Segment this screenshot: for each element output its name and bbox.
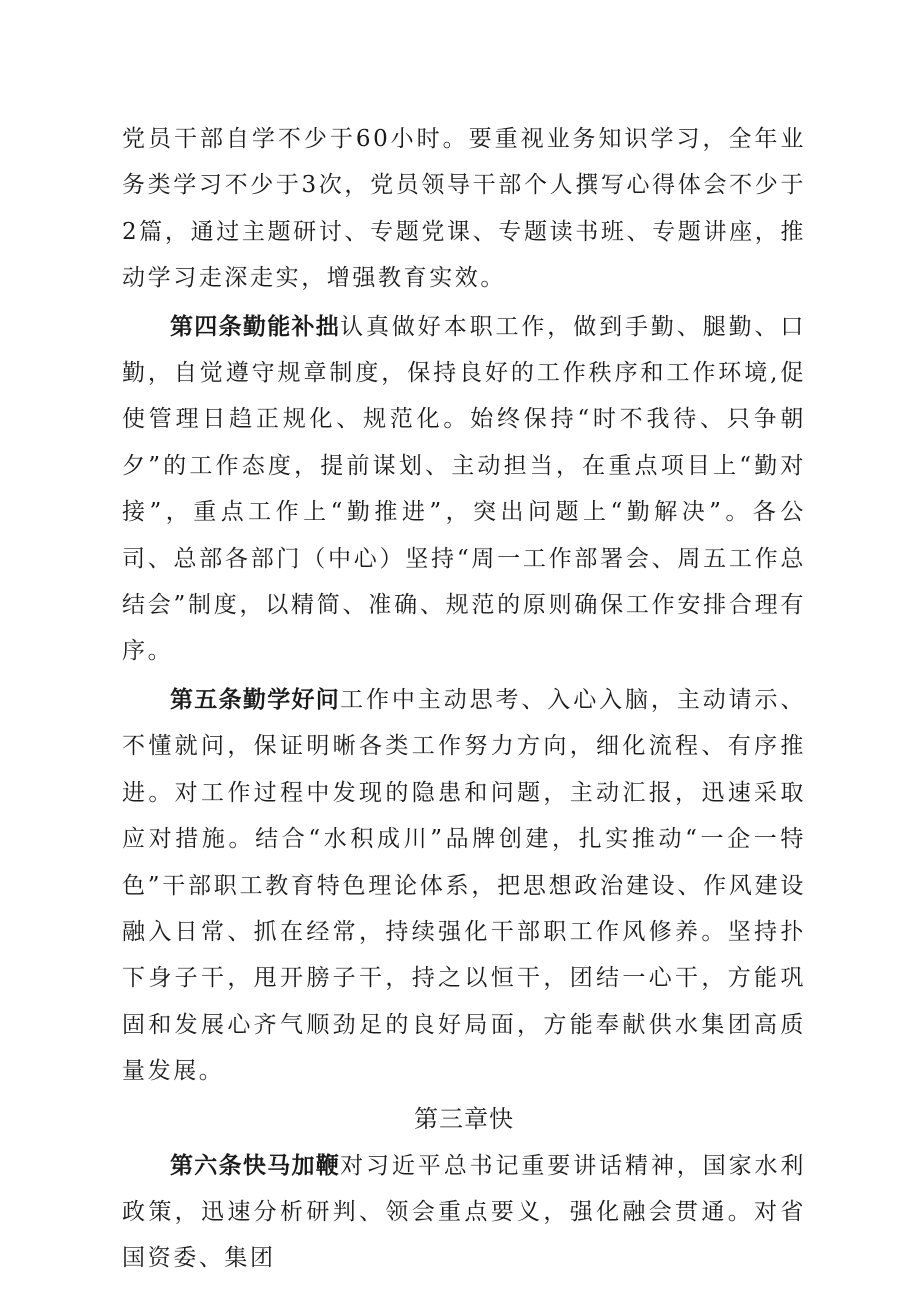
paragraph-text: 党员干部自学不少于60小时。要重视业务知识学习，全年业务类学习不少于3次，党员领导干部个人撰写心得体会不少于2篇，通过主题研讨、专题党课、专题读书班、专题讲座，推动学习走深走实，增强教育实效。 (122, 126, 806, 292)
paragraph-article-6 (122, 1143, 806, 1282)
article-title: 第六条快马加鞭 (170, 1152, 341, 1179)
paragraph-article-4 (122, 304, 806, 675)
paragraph-text: 认真做好本职工作，做到手勤、腿勤、口勤，自觉遵守规章制度，保持良好的工作秩序和工作环境,促使管理日趋正规化、规范化。始终保持“时不我待、只争朝夕”的工作态度，提前谋划、主动担当，在重点项目上“勤对接”，重点工作上“勤推进”，突出问题上“勤解决”。各公司、总部各部门（中心）坚持“周一工作部署会、周五工作总结会”制度，以精简、准确、规范的原则确保工作安排合理有序。 (122, 313, 807, 665)
paragraph-text: 工作中主动思考、入心入脑，主动请示、不懂就问，保证明晰各类工作努力方向，细化流程、有序推进。对工作过程中发现的隐患和问题，主动汇报，迅速采取应对措施。结合“水积成川”品牌创建，扎实推动“一企一特色”干部职工教育特色理论体系，把思想政治建设、作风建设融入日常、抓在经常，持续强化干部职工作风修养。坚持扑下身子干，甩开膀子干，持之以恒干，团结一心干，方能巩固和发展心齐气顺劲足的良好局面，方能奉献供水集团高质量发展。 (122, 686, 807, 1085)
paragraph-text: 对习近平总书记重要讲话精神，国家水利政策，迅速分析研判、领会重点要义，强化融会贯通。对省国资委、集团 (122, 1152, 807, 1272)
paragraph-article-5 (122, 677, 806, 1095)
paragraph-study-requirements (122, 116, 806, 302)
article-title: 第五条勤学好问 (170, 686, 341, 713)
chapter-heading: 第三章快 (414, 1104, 514, 1133)
document-body (122, 116, 806, 1282)
article-title: 第四条勤能补拙 (170, 313, 341, 340)
